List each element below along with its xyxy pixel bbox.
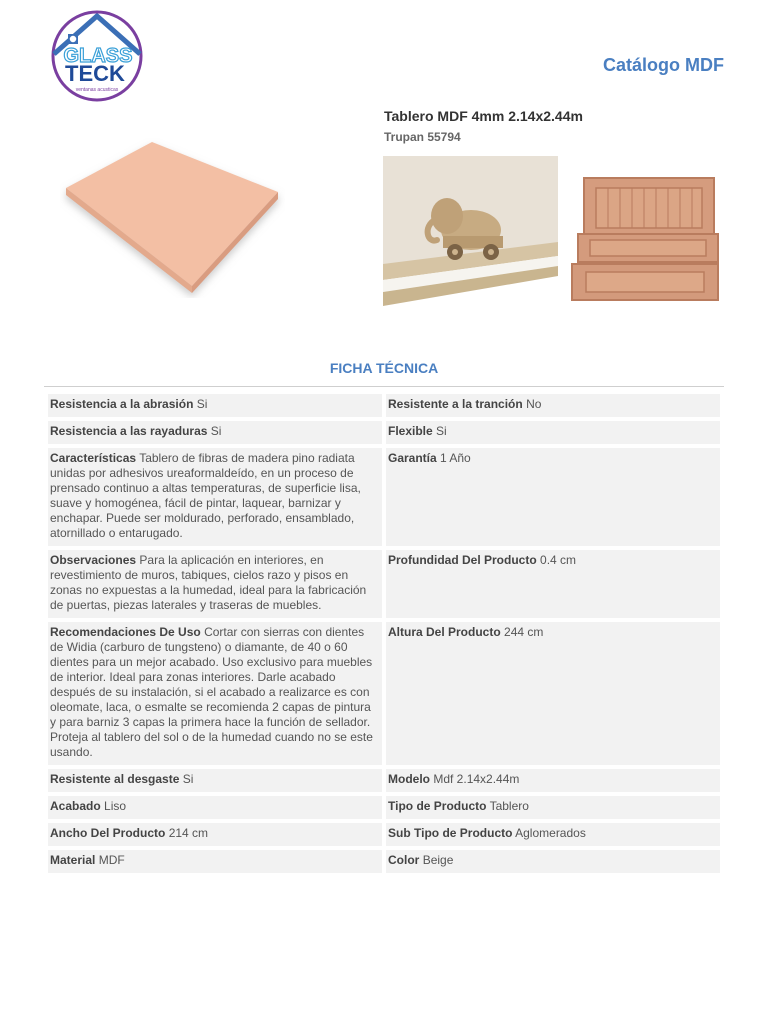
glass-teck-logo	[48, 10, 146, 102]
spec-value: 1 Año	[440, 451, 471, 465]
spec-value: Si	[436, 424, 447, 438]
spec-key: Recomendaciones De Uso	[50, 625, 201, 639]
spec-key: Resistente a la tranción	[388, 397, 523, 411]
spec-key: Observaciones	[50, 553, 137, 567]
spec-cell	[48, 850, 382, 873]
spec-value: Si	[182, 772, 194, 786]
spec-key: Acabado	[50, 799, 101, 813]
spec-row	[48, 394, 720, 417]
spec-key: Ancho Del Producto	[50, 826, 166, 840]
product-subtitle: Trupan 55794	[384, 130, 461, 144]
spec-cell	[386, 550, 720, 618]
spec-value: Aglomerados	[515, 826, 586, 840]
spec-row	[48, 448, 720, 546]
spec-key: Resistencia a las rayaduras	[50, 424, 208, 438]
toy-elephant-photo	[383, 156, 558, 320]
spec-key: Altura Del Producto	[388, 625, 501, 639]
spec-key: Color	[388, 853, 420, 867]
spec-cell	[386, 421, 720, 444]
spec-row	[48, 823, 720, 846]
spec-key: Resistente al desgaste	[50, 772, 180, 786]
spec-key: Resistencia a la abrasión	[50, 397, 194, 411]
spec-key: Garantía	[388, 451, 437, 465]
logo-text-teck: TECK	[65, 61, 125, 86]
spec-row	[48, 550, 720, 618]
spec-value: 214 cm	[168, 826, 209, 840]
spec-key: Modelo	[388, 772, 430, 786]
spec-value: Si	[196, 397, 208, 411]
mdf-board-image	[60, 138, 285, 298]
spec-cell	[386, 448, 720, 546]
spec-cell	[48, 622, 382, 765]
spec-value: Para la aplicación en interiores, en revestimiento de muros, tabiques, cielos razo y pisos en zonas no expuestas a la humedad, ideal para la fabricación de puertas, piezas laterales y traseras de muebles.	[50, 553, 367, 612]
section-divider	[44, 386, 724, 387]
cabinet-doors-photo	[570, 176, 722, 304]
spec-cell	[48, 394, 382, 417]
spec-key: Material	[50, 853, 96, 867]
spec-row	[48, 796, 720, 819]
spec-value: Beige	[422, 853, 454, 867]
spec-value: Mdf 2.14x2.44m	[433, 772, 520, 786]
spec-cell	[386, 769, 720, 792]
product-title: Tablero MDF 4mm 2.14x2.44m	[384, 108, 583, 124]
spec-row	[48, 850, 720, 873]
section-title-ficha-tecnica: FICHA TÉCNICA	[329, 360, 439, 376]
spec-key: Sub Tipo de Producto	[388, 826, 513, 840]
spec-cell	[386, 850, 720, 873]
spec-cell	[386, 394, 720, 417]
spec-key: Profundidad Del Producto	[388, 553, 537, 567]
spec-cell	[386, 796, 720, 819]
spec-key: Flexible	[388, 424, 433, 438]
spec-table	[44, 390, 724, 877]
spec-key: Características	[50, 451, 137, 465]
spec-value: 0.4 cm	[540, 553, 577, 567]
spec-value: MDF	[98, 853, 125, 867]
spec-cell	[48, 823, 382, 846]
spec-cell	[386, 622, 720, 765]
catalog-title: Catálogo MDF	[603, 55, 724, 75]
spec-cell	[48, 796, 382, 819]
spec-value: Liso	[104, 799, 127, 813]
spec-value: No	[526, 397, 542, 411]
spec-cell	[48, 769, 382, 792]
spec-cell	[48, 448, 382, 546]
spec-row	[48, 421, 720, 444]
spec-value: Tablero	[489, 799, 529, 813]
spec-row	[48, 769, 720, 792]
spec-cell	[386, 823, 720, 846]
spec-row	[48, 622, 720, 765]
spec-value: 244 cm	[504, 625, 544, 639]
spec-value: Tablero de fibras de madera pino radiata unidas por adhesivos ureaformaldeído, en un proceso de prensado continuo a altas temperaturas, de superficie lisa, suave y homogénea, fácil de pintar, laquear, barnizar y enchapar. Puede ser moldurado, perforado, ensamblado, atornillado o entarugado.	[50, 451, 361, 540]
spec-key: Tipo de Producto	[388, 799, 487, 813]
spec-value: Cortar con sierras con dientes de Widia (carburo de tungsteno) o diamante, de 40 o 60 dientes para un mejor acabado. Uso exclusivo para muebles de interior. Ideal para zonas interiores. Darle acabado después de su instalación, si el acabado a realizarce es con oleomate, laca, o esmalte se recomienda 2 capas de pintura y para barniz 3 capas la primera hace la función de sellador. Proteja al tablero del sol o de la humedad cuando no se este usando.	[50, 625, 373, 759]
spec-value: Si	[210, 424, 222, 438]
logo-tagline: ventanas acusticas	[75, 87, 119, 93]
spec-cell	[48, 421, 382, 444]
logo-text-glass: GLASS	[63, 45, 133, 67]
spec-cell	[48, 550, 382, 618]
